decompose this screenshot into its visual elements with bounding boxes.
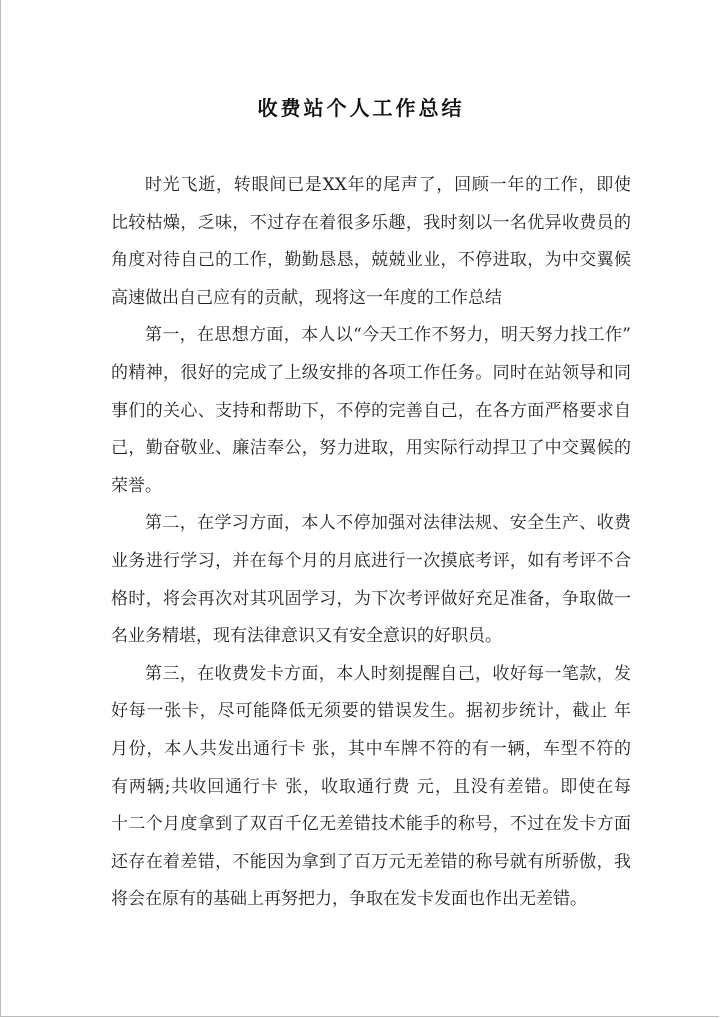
text-line: 己，勤奋敬业、廉洁奉公，努力进取，用实际行动捍卫了中交翼候的 xyxy=(111,438,631,459)
document-body xyxy=(111,172,631,924)
text-line: 高速做出自己应有的贡献，现将这一年度的工作总结 xyxy=(111,287,502,308)
text-line: 荣誉。 xyxy=(111,475,162,496)
text-line: 名业务精堪，现有法律意识又有安全意识的好职员。 xyxy=(111,626,502,647)
text-line: 角度对待自己的工作，勤勤恳恳，兢兢业业，不停进取，为中交翼候 xyxy=(111,250,631,271)
text-line: 还存在着差错，不能因为拿到了百万元无差错的称号就有所骄傲，我 xyxy=(111,851,631,872)
text-line: 十二个月度拿到了双百千亿无差错技术能手的称号，不过在发卡方面 xyxy=(111,814,631,835)
paragraph xyxy=(111,322,631,510)
text-line: 月份，本人共发出通行卡 张，其中车牌不符的有一辆，车型不符的 xyxy=(111,738,631,759)
text-line: 第二，在学习方面，本人不停加强对法律法规、安全生产、收费 xyxy=(145,513,631,534)
text-line: 好每一张卡，尽可能降低无须要的错误发生。据初步统计，截止 年 xyxy=(111,701,631,722)
paragraph xyxy=(111,510,631,660)
text-line: 业务进行学习，并在每个月的月底进行一次摸底考评，如有考评不合 xyxy=(111,550,631,571)
paragraph xyxy=(111,172,631,322)
text-line: 将会在原有的基础上再努把力，争取在发卡发面也作出无差错。 xyxy=(111,889,587,910)
text-line: 比较枯燥，乏味，不过存在着很多乐趣，我时刻以一名优异收费员的 xyxy=(111,212,631,233)
text-line: 时光飞逝，转眼间已是XX年的尾声了，回顾一年的工作，即使 xyxy=(145,175,631,195)
text-line: 的精神，很好的完成了上级安排的各项工作任务。同时在站领导和同 xyxy=(111,362,631,383)
text-line: 格时，将会再次对其巩固学习，为下次考评做好充足准备，争取做一 xyxy=(111,588,631,609)
text-line: 第一，在思想方面，本人以“今天工作不努力，明天努力找工作” xyxy=(145,325,631,346)
paragraph xyxy=(111,661,631,924)
document-title: 收费站个人工作总结 xyxy=(257,96,465,120)
text-line: 有两辆;共收回通行卡 张，收取通行费 元，且没有差错。即使在每 xyxy=(111,776,631,797)
text-line: 事们的关心、支持和帮助下，不停的完善自己，在各方面严格要求自 xyxy=(111,400,631,421)
text-line: 第三，在收费发卡方面，本人时刻提醒自己，收好每一笔款，发 xyxy=(145,663,631,684)
